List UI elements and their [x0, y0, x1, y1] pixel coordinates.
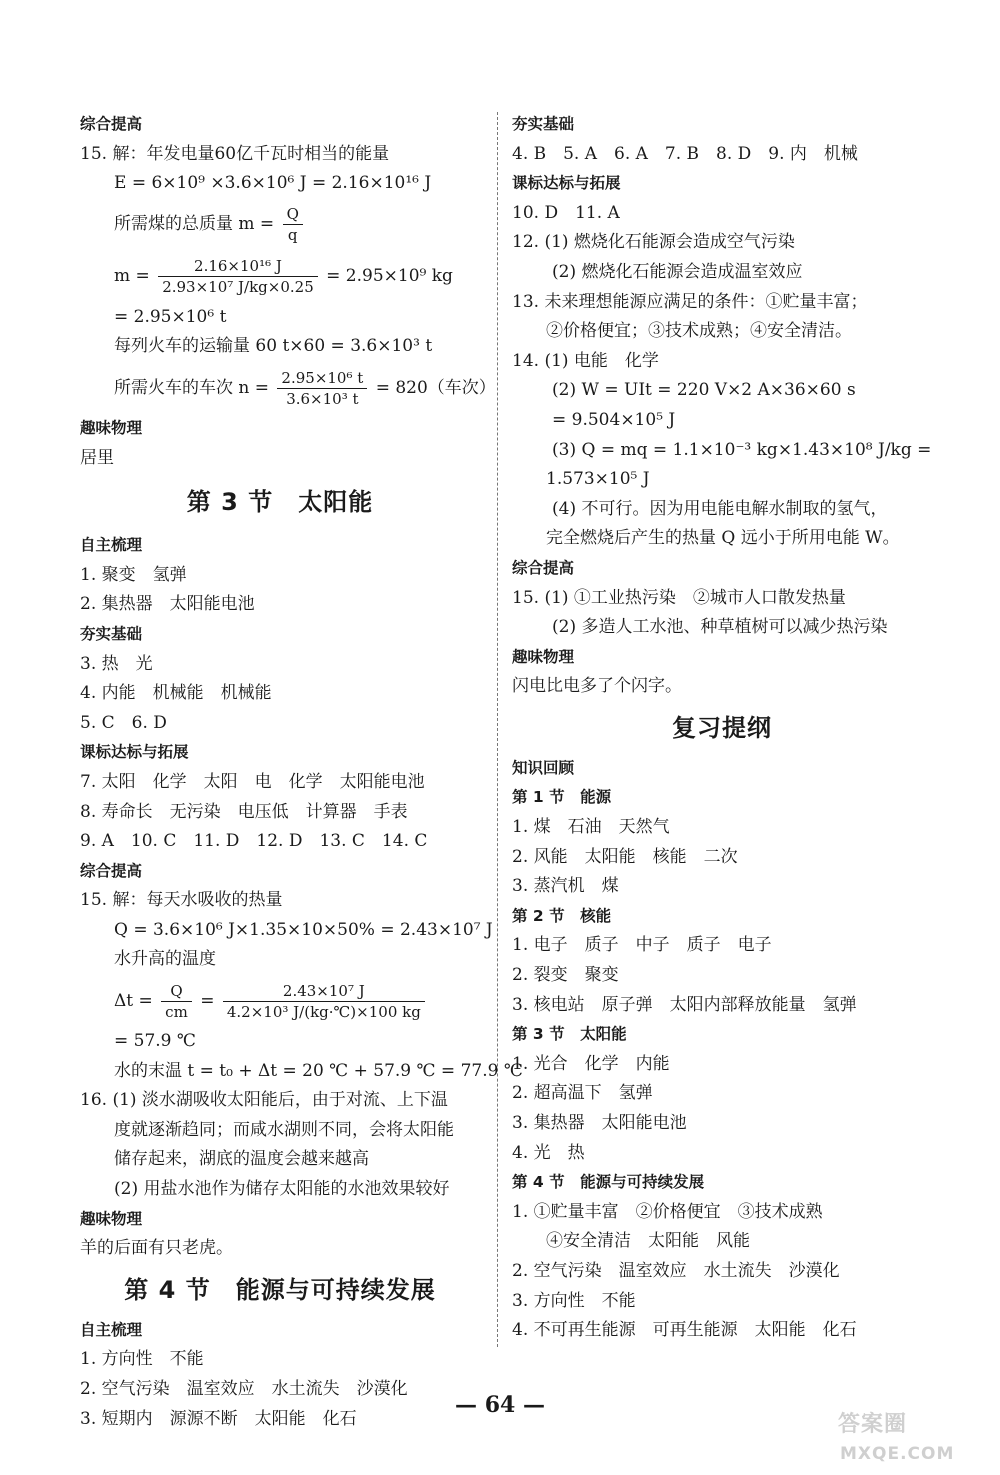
- fraction: $\frac{Q}{q}$: [283, 204, 303, 245]
- answer-line: 2. 空气污染 温室效应 水土流失 沙漠化: [512, 1260, 840, 1281]
- answer-line: 4. 不可再生能源 可再生能源 太阳能 化石: [512, 1320, 857, 1341]
- answer-line: (2) 燃烧化石能源会造成温室效应: [552, 261, 803, 282]
- answer-line: ②价格便宜；③技术成熟；④安全清洁。: [546, 321, 852, 342]
- formula-line: [80, 199, 480, 249]
- answer-line: (3) Q = mq = 1.1×10⁻³ kg×1.43×10⁸ J/kg =: [552, 439, 932, 460]
- column-divider: [497, 112, 498, 1347]
- answer-line: = 9.504×10⁵ J: [552, 409, 676, 430]
- subsection-heading: 第 1 节 能源: [512, 788, 612, 807]
- section-heading: 趣味物理: [80, 418, 143, 437]
- answer-line: 15. (1) ①工业热污染 ②城市人口散发热量: [512, 587, 846, 608]
- answer-line: 完全燃烧后产生的热量 Q 远小于所用电能 W。: [546, 528, 900, 549]
- answer-line: 4. B 5. A 6. A 7. B 8. D 9. 内 机械: [512, 143, 858, 164]
- formula-line: = 57.9 ℃: [114, 1031, 196, 1052]
- answer-line: 3. 短期内 源源不断 太阳能 化石: [80, 1408, 357, 1429]
- answer-line: 2. 超高温下 氢弹: [512, 1083, 653, 1104]
- answer-line: 15. 解：年发电量60亿千瓦时相当的能量: [80, 143, 390, 164]
- formula-text: 所需火车的车次 n =: [114, 377, 270, 398]
- subsection-heading: 第 3 节 太阳能: [512, 1025, 627, 1044]
- answer-line: 12. (1) 燃烧化石能源会造成空气污染: [512, 232, 795, 253]
- subsection-heading: 第 2 节 核能: [512, 906, 612, 925]
- answer-line: 1. 方向性 不能: [80, 1349, 204, 1370]
- section-title: 复习提纲: [672, 713, 772, 742]
- formula-text: =: [200, 991, 215, 1012]
- answer-line: 3. 热 光: [80, 653, 153, 674]
- answer-line: ④安全清洁 太阳能 风能: [546, 1231, 750, 1252]
- answer-line: 7. 太阳 化学 太阳 电 化学 太阳能电池: [80, 771, 425, 792]
- answer-line: 1.573×10⁵ J: [546, 469, 650, 490]
- answer-line: 3. 蒸汽机 煤: [512, 876, 619, 897]
- answer-line: 3. 核电站 原子弹 太阳内部释放能量 氢弹: [512, 994, 857, 1015]
- section-heading: 课标达标与拓展: [512, 174, 621, 193]
- section-heading: 趣味物理: [512, 647, 575, 666]
- formula-text: 所需煤的总质量 m =: [114, 213, 275, 234]
- answer-line: 10. D 11. A: [512, 202, 620, 223]
- answer-line: (2) 多造人工水池、种草植树可以减少热污染: [552, 617, 888, 638]
- watermark-logo: [830, 1405, 980, 1467]
- section-heading: 夯实基础: [512, 115, 575, 133]
- section-heading: 趣味物理: [80, 1209, 143, 1228]
- watermark-text: 答案圈: [838, 1412, 908, 1437]
- formula-line: [80, 249, 480, 303]
- answer-line: (2) 用盐水池作为储存太阳能的水池效果较好: [114, 1179, 450, 1200]
- section-heading: 夯实基础: [80, 624, 143, 643]
- section-heading: 综合提高: [80, 861, 143, 880]
- answer-line: 14. (1) 电能 化学: [512, 350, 659, 371]
- answer-line: 4. 光 热: [512, 1142, 585, 1163]
- watermark-url: MXQE.COM: [840, 1444, 955, 1464]
- answer-line: 15. 解：每天水吸收的热量: [80, 890, 283, 911]
- answer-line: 9. A 10. C 11. D 12. D 13. C 14. C: [80, 831, 428, 852]
- formula-line: [80, 975, 480, 1027]
- formula-text: m =: [114, 265, 150, 286]
- section-heading: 综合提高: [512, 558, 575, 577]
- answer-line: 5. C 6. D: [80, 712, 167, 733]
- answer-line: 1. ①贮量丰富 ②价格便宜 ③技术成熟: [512, 1201, 823, 1222]
- answer-line: 2. 集热器 太阳能电池: [80, 594, 255, 615]
- answer-line: 1. 聚变 氢弹: [80, 564, 187, 585]
- fraction: $\frac{\text{2.43×10⁷ J}}{\text{4.2×10³ J/(kg·℃)×100 kg}}$: [223, 981, 425, 1022]
- section-title: 第 4 节 能源与可持续发展: [124, 1275, 436, 1304]
- answer-line: 2. 裂变 聚变: [512, 965, 619, 986]
- formula-line: 水的末温 t = t₀ + Δt = 20 ℃ + 57.9 ℃ = 77.9 ℃: [114, 1060, 523, 1081]
- answer-line: 度就逐渐趋同；而咸水湖则不同，会将太阳能: [114, 1119, 454, 1140]
- formula-line: = 2.95×10⁶ t: [114, 306, 227, 327]
- answer-line: (4) 不可行。因为用电能电解水制取的氢气，: [552, 498, 888, 519]
- formula-line: 水升高的温度: [114, 949, 216, 970]
- formula-line: 每列火车的运输量 60 t×60 = 3.6×10³ t: [114, 336, 433, 357]
- formula-text: = 820（车次）: [375, 377, 496, 398]
- answer-line: 3. 方向性 不能: [512, 1290, 636, 1311]
- answer-line: 2. 风能 太阳能 核能 二次: [512, 846, 738, 867]
- answer-line: 2. 空气污染 温室效应 水土流失 沙漠化: [80, 1379, 408, 1399]
- answer-line: 羊的后面有只老虎。: [80, 1238, 233, 1259]
- answer-line: 4. 内能 机械能 机械能: [80, 683, 272, 704]
- section-title: 第 3 节 太阳能: [186, 488, 374, 517]
- answer-line: 13. 未来理想能源应满足的条件：①贮量丰富；: [512, 291, 868, 312]
- answer-line: 闪电比电多了个闪字。: [512, 676, 682, 697]
- formula-line: Q = 3.6×10⁶ J×1.35×10×50% = 2.43×10⁷ J: [114, 919, 493, 940]
- formula-line: [80, 362, 496, 414]
- fraction: $\frac{\text{2.16×10¹⁶ J}}{\text{2.93×10⁷ J/kg×0.25}}$: [158, 256, 318, 297]
- answer-line: 16. (1) 淡水湖吸收太阳能后，由于对流、上下温: [80, 1090, 448, 1111]
- formula-text: = 2.95×10⁹ kg: [326, 265, 453, 286]
- formula-line: E = 6×10⁹ ×3.6×10⁶ J = 2.16×10¹⁶ J: [114, 173, 432, 194]
- section-heading: 综合提高: [80, 115, 143, 133]
- answer-line: 3. 集热器 太阳能电池: [512, 1113, 687, 1133]
- answer-line: 1. 光合 化学 内能: [512, 1053, 670, 1074]
- answer-line: 8. 寿命长 无污染 电压低 计算器 手表: [80, 801, 408, 822]
- right-column: [512, 110, 932, 1346]
- answer-line: 居里: [80, 447, 114, 468]
- answer-line: (2) W = UIt = 220 V×2 A×36×60 s: [552, 380, 856, 401]
- fraction: $\frac{\text{2.95×10⁶ t}}{\text{3.6×10³ t}}$: [277, 368, 367, 409]
- subsection-heading: 第 4 节 能源与可持续发展: [512, 1173, 705, 1192]
- page-number: — 64 —: [455, 1392, 545, 1418]
- answer-line: 1. 煤 石油 天然气: [512, 817, 670, 838]
- section-heading: 自主梳理: [80, 1320, 143, 1339]
- answer-line: 储存起来，湖底的温度会越来越高: [114, 1149, 369, 1170]
- fraction: $\frac{Q}{cm}$: [161, 981, 192, 1022]
- section-heading: 自主梳理: [80, 536, 143, 555]
- section-heading: 课标达标与拓展: [80, 743, 189, 762]
- answer-line: 1. 电子 质子 中子 质子 电子: [512, 935, 772, 956]
- section-heading: 知识回顾: [512, 758, 575, 777]
- formula-text: Δt =: [114, 991, 153, 1012]
